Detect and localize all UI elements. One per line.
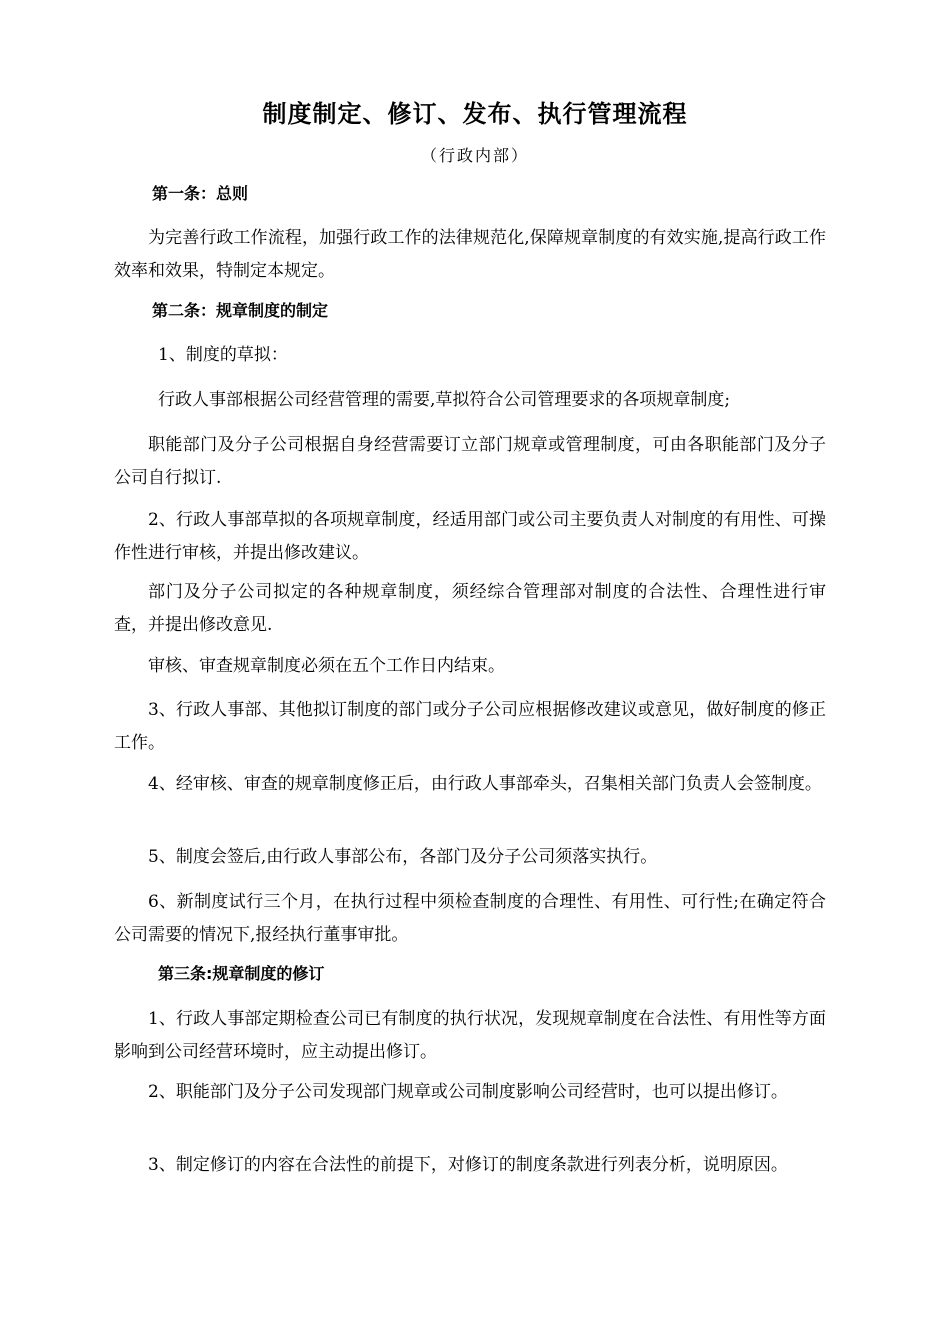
paragraph: 审核、审查规章制度必须在五个工作日内结束。 [148, 656, 505, 676]
section-heading-revision: 第三条:规章制度的修订 [158, 964, 325, 983]
paragraph: 5、制度会签后,由行政人事部公布，各部门及分子公司须落实执行。 [148, 847, 658, 867]
paragraph: 4、经审核、审查的规章制度修正后，由行政人事部牵头，召集相关部门负责人会签制度。 [148, 774, 822, 794]
paragraph: 1、制度的草拟： [158, 345, 288, 365]
paragraph: 2、行政人事部草拟的各项规章制度，经适用部门或公司主要负责人对制度的有用性、可操作性进行审核，并提出修改建议。 [114, 510, 826, 563]
section-heading-formulation: 第二条：规章制度的制定 [152, 301, 329, 320]
paragraph: 6、新制度试行三个月，在执行过程中须检查制度的合理性、有用性、可行性;在确定符合公司需要的情况下,报经执行董事审批。 [114, 892, 826, 945]
paragraph: 为完善行政工作流程，加强行政工作的法律规范化,保障规章制度的有效实施,提高行政工作效率和效果，特制定本规定。 [114, 228, 826, 281]
paragraph: 3、制定修订的内容在合法性的前提下，对修订的制度条款进行列表分析，说明原因。 [148, 1155, 788, 1175]
paragraph: 1、行政人事部定期检查公司已有制度的执行状况，发现规章制度在合法性、有用性等方面影响到公司经营环境时，应主动提出修订。 [114, 1009, 826, 1062]
section-heading-general: 第一条：总则 [152, 184, 249, 203]
page-title: 制度制定、修订、发布、执行管理流程 [262, 100, 688, 128]
paragraph: 行政人事部根据公司经营管理的需要,草拟符合公司管理要求的各项规章制度; [158, 390, 731, 410]
page-subtitle: （行政内部） [420, 146, 529, 165]
paragraph: 2、职能部门及分子公司发现部门规章或公司制度影响公司经营时，也可以提出修订。 [148, 1082, 788, 1102]
paragraph: 部门及分子公司拟定的各种规章制度，须经综合管理部对制度的合法性、合理性进行审查，并提出修改意见. [114, 582, 826, 635]
paragraph: 职能部门及分子公司根据自身经营需要订立部门规章或管理制度，可由各职能部门及分子公司自行拟订. [114, 435, 826, 488]
paragraph: 3、行政人事部、其他拟订制度的部门或分子公司应根据修改建议或意见，做好制度的修正工作。 [114, 700, 826, 753]
